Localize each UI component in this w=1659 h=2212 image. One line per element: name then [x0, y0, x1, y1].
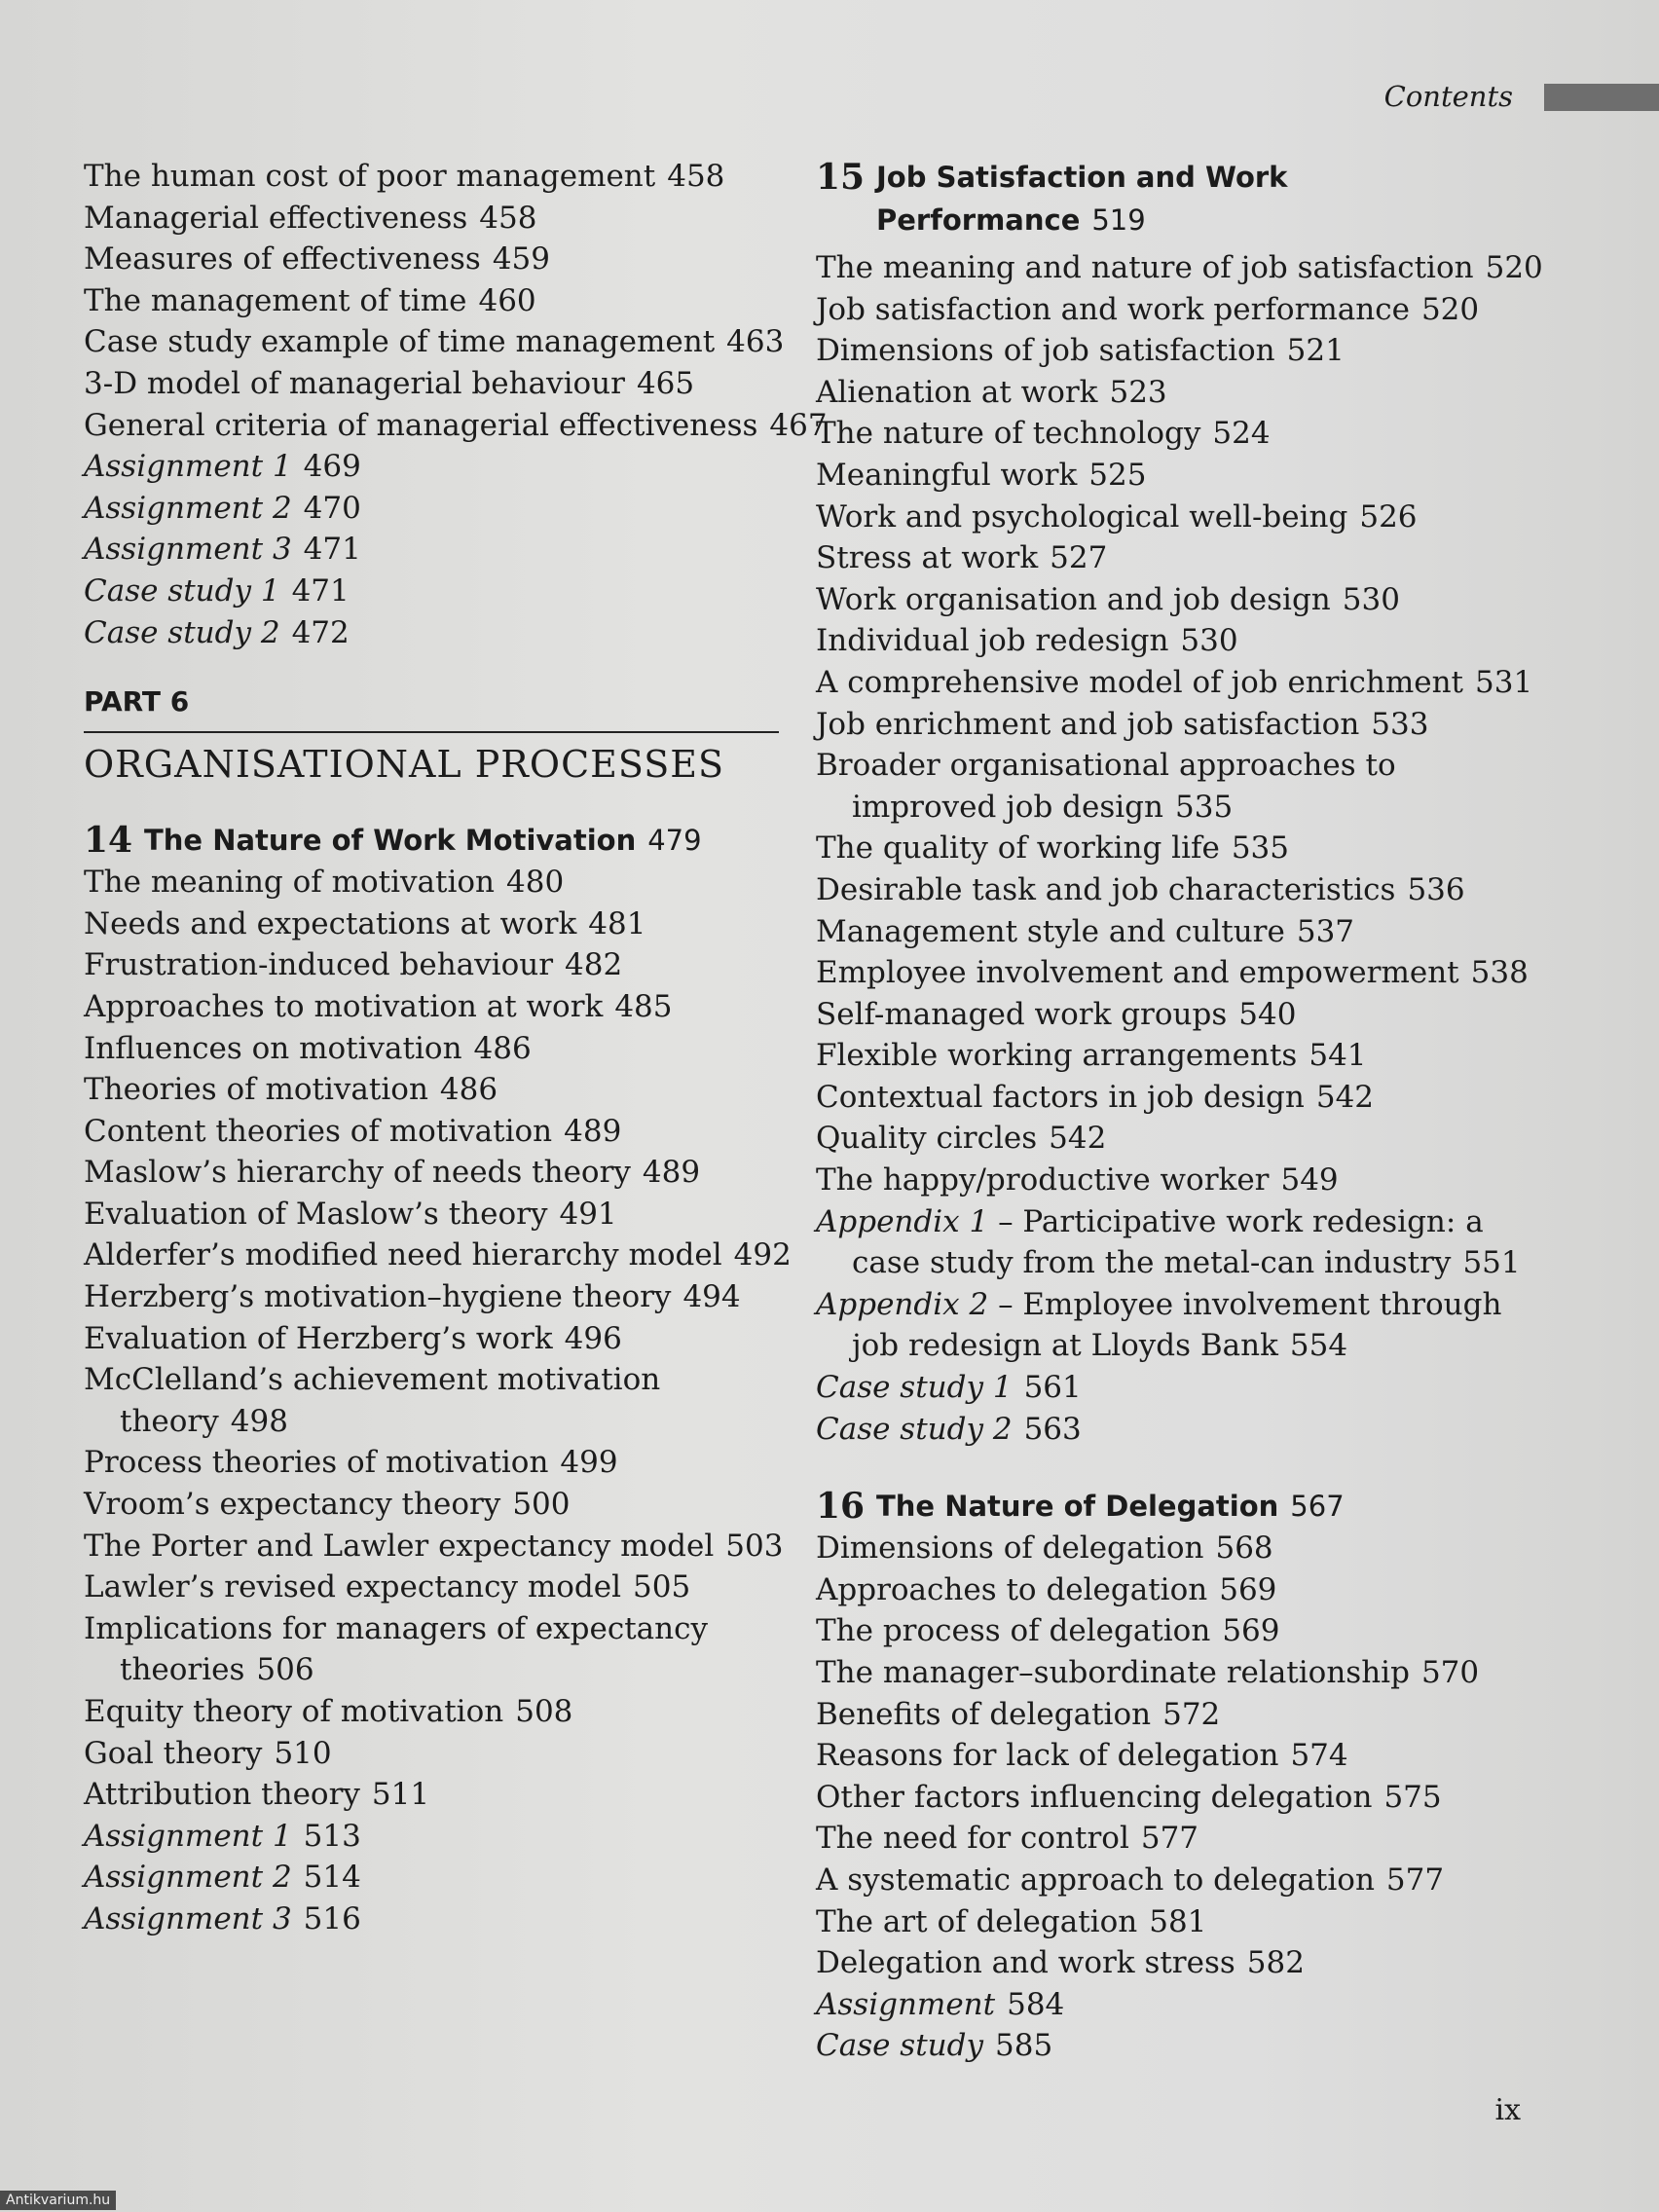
- toc-entry-page: 537: [1296, 913, 1355, 949]
- toc-list-ch14: [84, 862, 792, 1939]
- toc-appendix-entry: [816, 1284, 1536, 1367]
- toc-entry-page: 508: [515, 1694, 573, 1729]
- toc-entry-title: Assignment 3: [84, 1900, 292, 1936]
- toc-entry: [84, 1194, 785, 1235]
- toc-entry-page: 574: [1290, 1738, 1348, 1774]
- toc-entry: [84, 1567, 785, 1608]
- toc-entry-page: 572: [1162, 1696, 1221, 1732]
- appendix-label: Appendix 2: [816, 1286, 989, 1322]
- appendix-title: – Employee involvement through job redesign at Lloyds Bank: [852, 1286, 1502, 1364]
- part-title: ORGANISATIONAL PROCESSES: [84, 743, 725, 787]
- toc-entry: [84, 1733, 785, 1775]
- toc-entry: [84, 1691, 785, 1733]
- toc-entry-title: The process of delegation: [816, 1613, 1211, 1649]
- toc-entry-page: 561: [1023, 1370, 1082, 1406]
- toc-entry-page: 585: [995, 2028, 1053, 2064]
- toc-list-top: [84, 156, 828, 653]
- toc-entry-title: Influences on motivation: [84, 1030, 462, 1066]
- chapter-title: The Nature of Work Motivation 479: [144, 824, 702, 858]
- toc-entry-title: Work organisation and job design: [816, 581, 1331, 617]
- toc-entry-page: 577: [1140, 1821, 1199, 1857]
- toc-entry: [84, 903, 785, 945]
- toc-entry-title: The quality of working life: [816, 830, 1220, 866]
- toc-entry-title: Benefits of delegation: [816, 1696, 1152, 1732]
- toc-entry: [816, 1735, 1536, 1777]
- toc-entry-page: 520: [1485, 250, 1543, 285]
- toc-entry-title: Individual job redesign: [816, 623, 1169, 659]
- toc-entry-page: 536: [1407, 871, 1465, 907]
- toc-appendix-entry: [816, 1201, 1536, 1284]
- toc-entry-page: 505: [633, 1569, 691, 1605]
- thumb-tab: [1544, 84, 1659, 111]
- toc-entry-page: 538: [1470, 955, 1529, 991]
- toc-entry: [84, 280, 785, 322]
- chapter-heading-15: [816, 156, 1536, 241]
- toc-entry: [84, 239, 785, 280]
- toc-entry-title: The management of time: [84, 282, 467, 318]
- toc-entry-title: Alienation at work: [816, 374, 1098, 410]
- toc-entry-title: 3-D model of managerial behaviour: [84, 365, 625, 401]
- toc-entry-title: The meaning and nature of job satisfaction: [816, 250, 1474, 285]
- toc-entry: [816, 1569, 1536, 1611]
- toc-entry-page: 471: [291, 572, 350, 608]
- toc-entry: [816, 745, 1536, 828]
- toc-entry: [84, 1318, 785, 1360]
- toc-entry-title: Theories of motivation: [84, 1072, 428, 1108]
- toc-entry-page: 563: [1023, 1411, 1082, 1447]
- toc-entry-page: 498: [230, 1403, 288, 1439]
- toc-entry: [816, 330, 1536, 372]
- toc-entry-page: 570: [1420, 1655, 1480, 1690]
- toc-entry-page: 500: [512, 1487, 571, 1523]
- toc-entry: [816, 1035, 1536, 1077]
- toc-entry: [84, 986, 785, 1028]
- toc-entry-title: Lawler’s revised expectancy model: [84, 1569, 622, 1605]
- toc-entry: [84, 1899, 785, 1940]
- page-number: ix: [1494, 2093, 1521, 2127]
- toc-entry-page: 569: [1222, 1613, 1280, 1649]
- toc-entry-page: 520: [1420, 291, 1480, 327]
- chapter-title: The Nature of Delegation 567: [876, 1490, 1345, 1524]
- toc-entry: [84, 612, 785, 654]
- toc-entry-title: Assignment 3: [84, 532, 292, 568]
- toc-entry-title: Stress at work: [816, 540, 1039, 576]
- toc-entry: [816, 1777, 1536, 1819]
- chapter-title: Job Satisfaction and Work Performance 519: [876, 161, 1288, 237]
- appendix-list: [816, 1201, 1536, 1367]
- toc-entry-page: 535: [1175, 789, 1234, 825]
- left-column: [84, 156, 828, 1940]
- toc-entry: [84, 944, 785, 986]
- toc-entry-page: 503: [725, 1528, 784, 1564]
- chapter-number: 16: [816, 1486, 866, 1528]
- toc-entry: [816, 1118, 1536, 1160]
- toc-entry-page: 533: [1371, 706, 1429, 742]
- toc-entry-title: Meaningful work: [816, 457, 1078, 493]
- toc-entry: [84, 1111, 785, 1153]
- toc-entry-page: 494: [682, 1279, 741, 1315]
- toc-entry-page: 465: [636, 365, 695, 401]
- toc-entry-title: A comprehensive model of job enrichment: [816, 664, 1464, 700]
- toc-entry: [816, 911, 1536, 953]
- toc-entry: [816, 1077, 1536, 1119]
- toc-entry-title: Needs and expectations at work: [84, 905, 577, 941]
- running-head: Contents: [1383, 80, 1513, 113]
- toc-entry-title: Flexible working arrangements: [816, 1038, 1298, 1074]
- toc-entry-title: Process theories of motivation: [84, 1445, 549, 1481]
- toc-entry-title: The manager–subordinate relationship: [816, 1655, 1410, 1690]
- toc-entry-title: Assignment 2: [84, 1860, 292, 1896]
- toc-entry-title: Herzberg’s motivation–hygiene theory: [84, 1279, 672, 1315]
- toc-entry-page: 489: [642, 1155, 701, 1191]
- toc-entry-page: 582: [1246, 1945, 1305, 1981]
- toc-entry: [816, 1942, 1536, 1984]
- toc-entry-title: Job satisfaction and work performance: [816, 291, 1410, 327]
- toc-entry: [84, 1484, 785, 1526]
- toc-entry: [816, 247, 1543, 289]
- toc-entry: [84, 405, 828, 447]
- toc-entry-page: 551: [1462, 1245, 1521, 1281]
- toc-entry-page: 521: [1286, 333, 1345, 369]
- chapter-page: 519: [1091, 203, 1146, 237]
- toc-entry: [84, 488, 785, 530]
- appendix-label: Appendix 1: [816, 1203, 989, 1239]
- toc-entry: [816, 1367, 1536, 1409]
- toc-entry-title: Assignment 2: [84, 490, 292, 526]
- toc-entry-page: 569: [1219, 1571, 1277, 1607]
- toc-list-ch15-cases: [816, 1367, 1536, 1450]
- toc-entry-page: 581: [1149, 1903, 1207, 1939]
- toc-entry-title: Assignment 1: [84, 449, 292, 485]
- toc-entry: [816, 1860, 1536, 1901]
- toc-entry-title: The art of delegation: [816, 1903, 1138, 1939]
- chapter-heading-14: [84, 819, 785, 862]
- toc-entry-page: 525: [1088, 457, 1147, 493]
- toc-entry-page: 499: [560, 1445, 618, 1481]
- toc-entry: [816, 1984, 1536, 2026]
- toc-entry-page: 540: [1238, 996, 1297, 1032]
- toc-entry: [816, 2025, 1536, 2067]
- toc-entry-page: 549: [1280, 1162, 1339, 1198]
- toc-entry-title: Approaches to delegation: [816, 1571, 1208, 1607]
- toc-entry-title: Goal theory: [84, 1735, 263, 1771]
- toc-entry: [816, 497, 1536, 538]
- toc-entry-title: Contextual factors in job design: [816, 1079, 1305, 1115]
- toc-entry-title: A systematic approach to delegation: [816, 1862, 1375, 1898]
- chapter-page: 479: [647, 824, 702, 858]
- toc-entry: [84, 1069, 785, 1111]
- toc-entry-title: Case study 1: [816, 1370, 1013, 1406]
- toc-entry-title: McClelland’s achievement motivation theory: [84, 1362, 661, 1439]
- toc-entry-page: 492: [733, 1237, 792, 1273]
- toc-entry: [84, 321, 785, 363]
- toc-entry-title: Assignment 1: [84, 1818, 292, 1854]
- chapter-number: 15: [816, 157, 866, 198]
- part-label: PART 6: [84, 682, 779, 733]
- toc-entry: [816, 537, 1536, 579]
- toc-entry-title: Management style and culture: [816, 913, 1285, 949]
- toc-entry-page: 526: [1359, 498, 1418, 535]
- toc-entry-page: 486: [439, 1072, 498, 1108]
- toc-entry: [84, 1442, 785, 1484]
- toc-entry: [84, 571, 785, 612]
- toc-entry: [84, 529, 785, 571]
- toc-entry-page: 568: [1215, 1530, 1273, 1567]
- toc-entry-page: 511: [371, 1777, 430, 1813]
- toc-entry-title: Quality circles: [816, 1121, 1038, 1157]
- toc-entry: [816, 662, 1536, 704]
- toc-entry: [816, 828, 1536, 869]
- toc-entry: [816, 413, 1536, 455]
- toc-entry-title: Broader organisational approaches to improved job design: [816, 748, 1396, 825]
- toc-entry-page: 514: [303, 1860, 361, 1896]
- toc-entry-title: Dimensions of delegation: [816, 1530, 1204, 1567]
- toc-entry-title: Case study: [816, 2028, 983, 2064]
- toc-entry: [84, 1235, 792, 1276]
- toc-entry-page: 459: [492, 241, 550, 277]
- toc-entry-page: 510: [274, 1735, 332, 1771]
- toc-entry-title: Equity theory of motivation: [84, 1694, 504, 1729]
- toc-entry-title: The nature of technology: [816, 416, 1201, 452]
- chapter-number: 14: [84, 820, 133, 862]
- toc-entry-title: Evaluation of Herzberg’s work: [84, 1320, 553, 1356]
- toc-entry: [816, 579, 1536, 621]
- toc-entry-title: Case study 2: [816, 1411, 1013, 1447]
- toc-entry-title: Case study 2: [84, 614, 280, 650]
- toc-entry: [84, 363, 785, 405]
- toc-entry-title: General criteria of managerial effectiveness: [84, 407, 758, 443]
- toc-entry-page: 491: [559, 1196, 617, 1232]
- toc-entry: [84, 1276, 785, 1318]
- toc-entry-title: Job enrichment and job satisfaction: [816, 706, 1360, 742]
- toc-entry-page: 467: [769, 407, 828, 443]
- toc-entry-title: Employee involvement and empowerment: [816, 955, 1459, 991]
- toc-entry: [816, 704, 1536, 746]
- toc-entry: [816, 1409, 1536, 1451]
- toc-entry-page: 460: [478, 282, 536, 318]
- toc-entry-title: Other factors influencing delegation: [816, 1779, 1373, 1815]
- toc-entry: [816, 289, 1536, 331]
- toc-entry-page: 575: [1383, 1779, 1442, 1815]
- toc-entry-title: Self-managed work groups: [816, 996, 1228, 1032]
- toc-entry-page: 524: [1212, 416, 1271, 452]
- toc-entry-page: 482: [565, 947, 623, 983]
- toc-entry-title: The meaning of motivation: [84, 865, 496, 901]
- toc-entry-page: 485: [614, 988, 673, 1024]
- toc-entry-page: 513: [303, 1818, 361, 1854]
- toc-entry-title: The human cost of poor management: [84, 159, 656, 194]
- toc-entry-page: 469: [303, 449, 361, 485]
- toc-entry: [816, 1818, 1536, 1860]
- toc-entry-page: 554: [1289, 1328, 1348, 1364]
- toc-entry-title: The Porter and Lawler expectancy model: [84, 1528, 715, 1564]
- toc-entry-page: 530: [1180, 623, 1238, 659]
- toc-list-ch15: [816, 247, 1543, 1201]
- toc-entry-title: The happy/productive worker: [816, 1162, 1270, 1198]
- toc-entry-page: 481: [588, 905, 646, 941]
- right-column: [816, 156, 1543, 2067]
- toc-entry-page: 584: [1007, 1986, 1065, 2022]
- toc-entry-title: Case study 1: [84, 572, 280, 608]
- toc-entry-page: 531: [1475, 664, 1533, 700]
- toc-entry-page: 470: [303, 490, 361, 526]
- toc-entry: [84, 1359, 785, 1442]
- toc-entry: [84, 862, 785, 903]
- toc-entry-page: 530: [1342, 581, 1400, 617]
- toc-entry: [84, 198, 785, 240]
- toc-entry: [816, 1528, 1536, 1569]
- toc-entry-page: 458: [667, 159, 725, 194]
- toc-entry: [84, 156, 785, 198]
- toc-entry: [84, 1774, 785, 1816]
- toc-entry: [84, 1152, 785, 1194]
- toc-entry-page: 463: [726, 324, 785, 360]
- toc-entry: [84, 1608, 785, 1691]
- toc-entry-title: Vroom’s expectancy theory: [84, 1487, 501, 1523]
- toc-entry: [816, 1652, 1536, 1694]
- toc-entry-page: 527: [1050, 540, 1108, 576]
- toc-entry-page: 458: [479, 200, 537, 236]
- toc-entry-title: Content theories of motivation: [84, 1113, 553, 1149]
- toc-entry: [816, 1694, 1536, 1736]
- watermark: Antikvarium.hu: [0, 2191, 116, 2210]
- toc-entry-page: 486: [473, 1030, 532, 1066]
- toc-entry-title: Frustration-induced behaviour: [84, 947, 554, 983]
- chapter-page: 567: [1290, 1490, 1345, 1524]
- toc-entry-page: 542: [1315, 1079, 1375, 1115]
- toc-entry-title: Reasons for lack of delegation: [816, 1738, 1279, 1774]
- toc-entry: [816, 952, 1536, 994]
- toc-entry: [84, 1816, 785, 1858]
- toc-entry-title: Measures of effectiveness: [84, 241, 481, 277]
- toc-entry-title: Dimensions of job satisfaction: [816, 333, 1275, 369]
- toc-entry-page: 489: [564, 1113, 622, 1149]
- toc-entry-title: Approaches to motivation at work: [84, 988, 604, 1024]
- toc-entry-page: 496: [564, 1320, 622, 1356]
- toc-entry-title: Alderfer’s modified need hierarchy model: [84, 1237, 722, 1273]
- toc-entry: [816, 455, 1536, 497]
- toc-entry-page: 471: [303, 532, 361, 568]
- toc-entry-title: Implications for managers of expectancy theories: [84, 1610, 708, 1688]
- toc-entry-title: Work and psychological well-being: [816, 498, 1348, 535]
- toc-entry-page: 523: [1109, 374, 1167, 410]
- toc-list-ch16: [816, 1528, 1536, 2067]
- toc-entry: [84, 446, 785, 488]
- toc-entry-title: Delegation and work stress: [816, 1945, 1235, 1981]
- toc-entry: [816, 1160, 1536, 1201]
- toc-entry-page: 516: [303, 1900, 361, 1936]
- toc-entry: [816, 1901, 1536, 1943]
- toc-entry: [84, 1028, 785, 1070]
- toc-entry-title: The need for control: [816, 1821, 1129, 1857]
- toc-entry: [84, 1857, 785, 1899]
- toc-entry: [816, 620, 1536, 662]
- toc-entry-title: Attribution theory: [84, 1777, 360, 1813]
- toc-entry-title: Maslow’s hierarchy of needs theory: [84, 1155, 631, 1191]
- toc-entry: [816, 1610, 1536, 1652]
- toc-entry-title: Evaluation of Maslow’s theory: [84, 1196, 548, 1232]
- toc-entry: [816, 372, 1536, 414]
- toc-entry-title: Managerial effectiveness: [84, 200, 468, 236]
- toc-entry-page: 480: [506, 865, 565, 901]
- toc-entry-title: Case study example of time management: [84, 324, 716, 360]
- toc-entry-page: 541: [1309, 1038, 1367, 1074]
- toc-entry-page: 542: [1049, 1121, 1107, 1157]
- toc-entry-page: 472: [291, 614, 350, 650]
- toc-entry: [84, 1526, 785, 1567]
- toc-entry-page: 506: [256, 1652, 314, 1688]
- toc-entry-title: Desirable task and job characteristics: [816, 871, 1396, 907]
- toc-entry-page: 577: [1385, 1862, 1445, 1898]
- toc-entry: [816, 994, 1536, 1036]
- chapter-heading-16: [816, 1485, 1536, 1528]
- toc-entry: [816, 869, 1536, 911]
- toc-entry-page: 535: [1231, 830, 1289, 866]
- appendix-title: – Participative work redesign: a case study from the metal-can industry: [852, 1203, 1484, 1281]
- toc-entry-title: Assignment: [816, 1986, 996, 2022]
